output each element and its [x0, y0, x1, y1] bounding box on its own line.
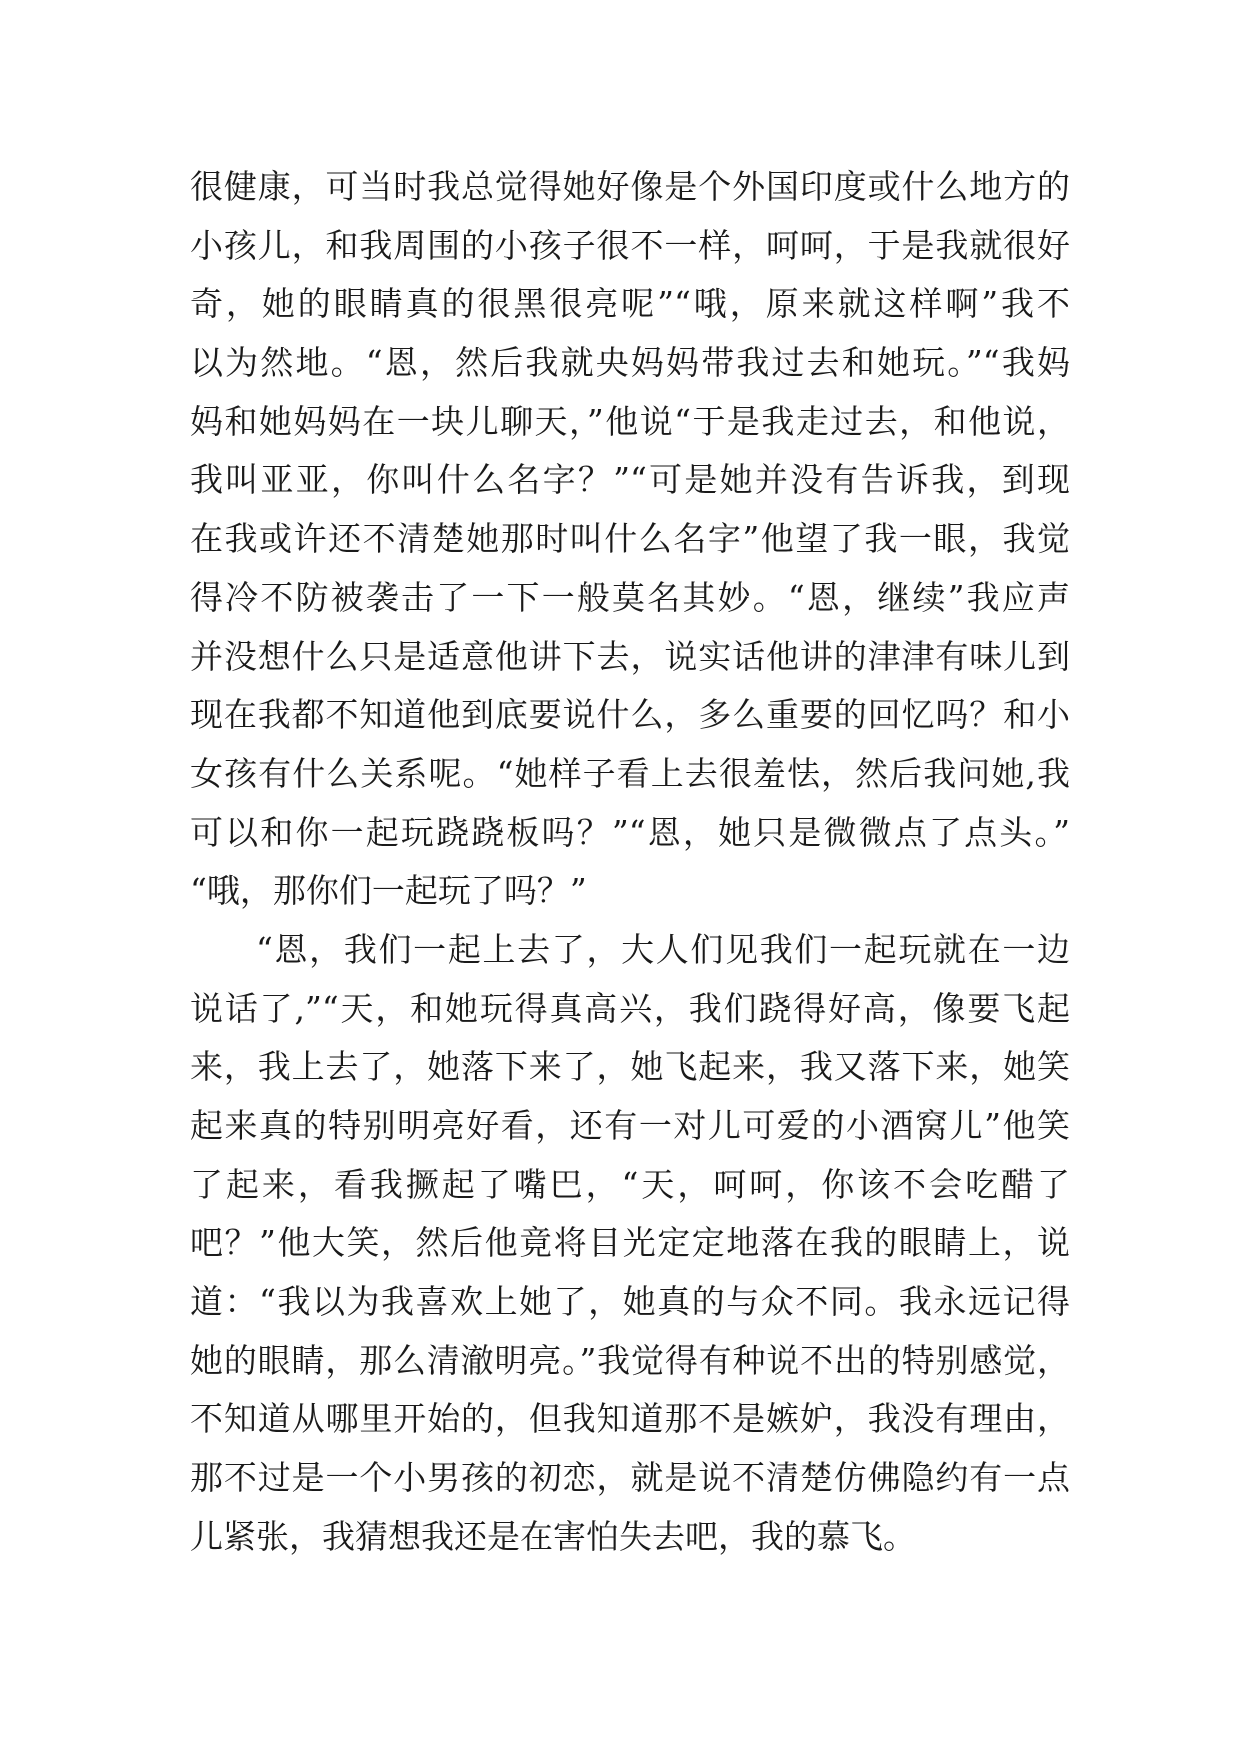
text-line: 了起来，看我撅起了嘴巴，“天，呵呵，你该不会吃醋了	[190, 1164, 1070, 1204]
text-line: 奇，她的眼睛真的很黑很亮呢”“哦，原来就这样啊”我不	[190, 284, 1070, 324]
text-line: 吧？”他大笑，然后他竟将目光定定地落在我的眼睛上，说	[190, 1223, 1070, 1263]
text-line: 儿紧张，我猜想我还是在害怕失去吧，我的慕飞。	[190, 1516, 916, 1556]
text-line: 她的眼睛，那么清澈明亮。”我觉得有种说不出的特别感觉，	[190, 1340, 1070, 1380]
text-line: 以为然地。“恩，然后我就央妈妈带我过去和她玩。”“我妈	[190, 343, 1070, 383]
text-line: 得冷不防被袭击了一下一般莫名其妙。“恩，继续”我应声	[190, 577, 1070, 617]
text-line: 说话了,”“天，和她玩得真高兴，我们跷得好高，像要飞起	[190, 988, 1070, 1028]
text-line: 并没想什么只是适意他讲下去，说实话他讲的津津有味儿到	[190, 636, 1070, 676]
body-text	[190, 158, 1070, 1567]
text-line: “恩，我们一起上去了，大人们见我们一起玩就在一边	[256, 929, 1070, 969]
text-line: 不知道从哪里开始的，但我知道那不是嫉妒，我没有理由，	[190, 1399, 1070, 1439]
text-line: 起来真的特别明亮好看，还有一对儿可爱的小酒窝儿”他笑	[190, 1106, 1070, 1145]
text-line: 小孩儿，和我周围的小孩子很不一样，呵呵，于是我就很好	[190, 225, 1070, 265]
text-line: 那不过是一个小男孩的初恋，就是说不清楚仿佛隐约有一点	[190, 1458, 1070, 1498]
text-line: 女孩有什么关系呢。“她样子看上去很羞怯，然后我问她,我	[190, 753, 1070, 793]
paragraph-2	[190, 921, 1070, 1567]
text-line: 可以和你一起玩跷跷板吗？”“恩，她只是微微点了点头。”	[190, 812, 1070, 852]
text-line: 很健康，可当时我总觉得她好像是个外国印度或什么地方的	[190, 167, 1070, 206]
text-line: 现在我都不知道他到底要说什么，多么重要的回忆吗？和小	[190, 695, 1070, 735]
paragraph-1	[190, 158, 1070, 921]
text-line: 我叫亚亚，你叫什么名字？”“可是她并没有告诉我，到现	[190, 460, 1070, 500]
text-line: 来，我上去了，她落下来了，她飞起来，我又落下来，她笑	[190, 1047, 1070, 1087]
text-line: 妈和她妈妈在一块儿聊天，”他说“于是我走过去，和他说，	[190, 401, 1070, 441]
text-line: 道：“我以为我喜欢上她了，她真的与众不同。我永远记得	[190, 1282, 1070, 1322]
text-line: 在我或许还不清楚她那时叫什么名字”他望了我一眼，我觉	[190, 519, 1070, 559]
text-line: “哦，那你们一起玩了吗？”	[190, 871, 587, 911]
